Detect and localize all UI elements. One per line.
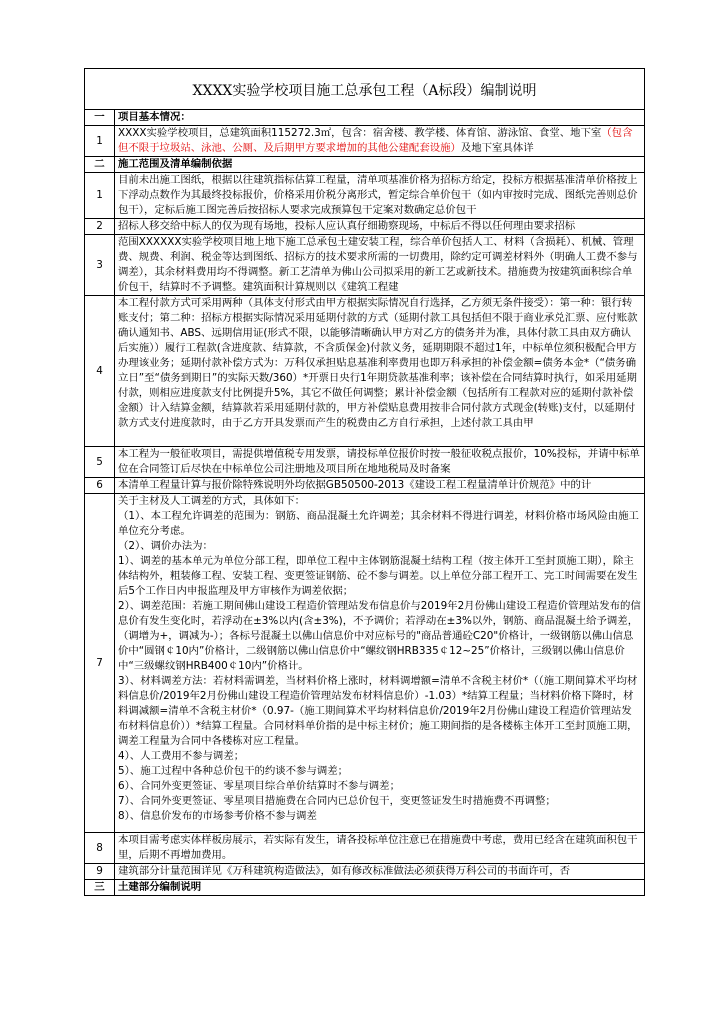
project-overview-tail: 及地下室具体详: [460, 142, 534, 154]
row-content: [115, 219, 645, 235]
section-number: 一: [85, 110, 115, 126]
row-number: 4: [85, 296, 115, 447]
row-content: [115, 296, 645, 447]
adjust-line: （1）、本工程允许调差的范围为：钢筋、商品混凝土允许调差；其余材料不得进行调差，材料价格市场风险由施工单位充分考虑。: [118, 510, 639, 537]
section-label: 土建部分编制说明: [115, 880, 645, 896]
row-number: 2: [85, 219, 115, 235]
row-content: [115, 494, 645, 833]
adjust-line: 5）、施工过程中各种总价包干的约谈不参与调差；: [118, 765, 349, 777]
adjust-line: 4）、人工费用不参与调差；: [118, 750, 245, 762]
row-text: 范围XXXXXX实验学校项目地上地下施工总承包土建安装工程，综合单价包括人工、材料（含损耗）、机械、管理费、规费、利润、税金等达到图纸、招标方的技术要求所需的一切费用，除约定可调差材料外（明确人工费不参与调差），其余材料费用均不得调整。新工艺清单为佛山公司拟采用的新工艺或新技术。措施费为按建筑面积综合单价包干，结算时不予调整。建筑面积计算规则以《建筑工程建: [118, 236, 638, 293]
adjust-line: 3）、材料调差方法：若材料需调差，当材料价格上涨时，材料调增额=清单不含税主材价*（（施工期间算术平均材料信息价/2019年2月份佛山建设工程造价管理站发布材料信息价）-1.03）*结算工程量；当材料价格下降时，材料调减额=清单不含税主材价*（0.97-（施工期间算术平均材料信息价/2019年2月份佛山建设工程造价管理站发布材料信息价））*结算工程量。合同材料单价指的是中标主材价；施工期间指的是各楼栋主体开工至封顶施工期，调差工程量为合同中各楼栋对应工程量。: [118, 675, 638, 747]
section-label: 施工范围及清单编制依据: [115, 157, 645, 173]
section-header-2: [85, 157, 645, 173]
row-content: [115, 126, 645, 157]
adjust-line: 8）、信息价发布的市场参考价格不参与调差: [118, 810, 317, 822]
row-number: 3: [85, 235, 115, 296]
row-number: 6: [85, 478, 115, 494]
row-number: 1: [85, 173, 115, 219]
section-header-1: [85, 110, 645, 126]
table-row: [85, 478, 645, 494]
table-row: [85, 219, 645, 235]
table-row: [85, 296, 645, 447]
adjust-line: 7）、合同外变更签证、零星项目措施费在合同内已总价包干，变更签证发生时措施费不再调整；: [118, 795, 556, 807]
row-content: [115, 447, 645, 478]
row-text: 本工程付款方式可采用两种（具体支付形式由甲方根据实际情况自行选择，乙方须无条件接受）：第一种：银行转账支付；第二种：招标方根据实际情况采用延期付款的方式（延期付款工具包括但不限于商业承兑汇票、应付账款确认通知书、ABS、远期信用证(形式不限，以能够清晰确认甲方对乙方的债务并为准，具体付款工具由双方确认后实施））履行工程款(含进度款、结算款，不含质保金)付款义务，延期期限不超过1年，中标单位须积极配合甲方办理该业务；延期付款补偿方式为：万科仅承担贴息基准利率费用也即万科承担的补偿金额=债务本金*（“债务确立日”至“债务到期日”的实际天数/360）*开票日央行1年期贷款基准利率；该补偿在合同结算时执行，如采用延期付款，则相应进度款支付比例提升5%，其它不做任何调整；累计补偿金额（包括所有工程款对应的延期付款补偿金额）计入结算金额，结算款若采用延期付款的，甲方补偿贴息费用按非合同付款方式现金(转账)支付，以延期付款方式支付进度款时，由于乙方开具发票而产生的税费由乙方自行承担，上述付款工具由甲: [118, 297, 638, 429]
row-number: 1: [85, 126, 115, 157]
row-content: [115, 235, 645, 296]
table-row: [85, 494, 645, 833]
section-number: 三: [85, 880, 115, 896]
adjust-line: 关于主材及人工调差的方式，具体如下：: [118, 495, 306, 507]
document-title: XXXX实验学校项目施工总承包工程（A标段）编制说明: [85, 69, 645, 110]
row-content: [115, 173, 645, 219]
row-text: 建筑部分计量范围详见《万科建筑构造做法》，如有修改标准做法必须获得万科公司的书面许可，否: [118, 865, 570, 877]
row-number: 9: [85, 864, 115, 880]
table-row: [85, 173, 645, 219]
row-number: 7: [85, 494, 115, 833]
spec-sheet: [84, 68, 645, 896]
section-number: 二: [85, 157, 115, 173]
table-row: [85, 126, 645, 157]
adjust-line: 6）、合同外变更签证、零星项目综合单价结算时不参与调差；: [118, 780, 400, 792]
adjust-line: （2）、调价办法为：: [118, 540, 213, 552]
table-row: [85, 864, 645, 880]
section-header-3: [85, 880, 645, 896]
row-number: 5: [85, 447, 115, 478]
table-row: [85, 447, 645, 478]
row-text: 本清单工程量计算与报价除特殊说明外均依据GB50500-2013《建设工程工程量清单计价规范》中的计: [118, 479, 592, 491]
row-content: [115, 864, 645, 880]
project-overview-text: XXXX实验学校项目，总建筑面积115272.3㎡，包含：宿舍楼、教学楼、体育馆、游泳馆、食堂、地下室: [118, 127, 602, 139]
row-content: [115, 478, 645, 494]
row-text: 本项目需考虑实体样板房展示，若实际有发生，请各投标单位注意已在措施费中考虑，费用已经含在建筑面积包干里，后期不再增加费用。: [118, 834, 638, 861]
row-text: 目前未出施工图纸，根据以往建筑指标估算工程量，清单项基准价格为招标方给定，投标方根据基准清单价格按上下浮动点数作为其最终投标报价，价格采用价税分离形式，暂定综合单价包干（如内审按时完成、图纸完善则总价包干），定标后施工图完善后按招标人要求完成预算包干定案对数确定总价包干: [118, 174, 638, 216]
table-row: [85, 235, 645, 296]
adjust-line: 1）、调差的基本单元为单位分部工程，即单位工程中主体钢筋混凝土结构工程（按主体开工至封顶施工期），除主体结构外，粗装修工程、安装工程、变更签证钢筋、砼不参与调差。以上单位分部工程开工、完工时间需要在发生后5个工作日内申报监理及甲方审核作为调差依据；: [118, 555, 638, 597]
row-text: 本工程为一般征收项目，需提供增值税专用发票，请投标单位报价时按一般征收税点报价，10%投标，并请中标单位在合同签订后尽快在中标单位公司注册地及项目所在地地税局及时备案: [118, 448, 640, 475]
row-content: [115, 833, 645, 864]
highlighted-scope-text: （包含但不限于垃圾站、泳池、公厕、及后期甲方要求增加的其他公建配套设施）: [118, 127, 633, 154]
title-row: [85, 69, 645, 110]
adjust-line: 2）、调差范围：若施工期间佛山建设工程造价管理站发布信息价与2019年2月份佛山建设工程造价管理站发布的信息价有发生变化时，若浮动在±3%以内(含±3%)，不予调价；若浮动在±3%以外，钢筋、商品混凝土给予调差，（调增为+，调减为-）；各标号混凝土以佛山信息价中对应标号的"商品普通砼C20"价格计，一级钢筋以佛山信息价中“圆钢￠10内”价格计，二级钢筋以佛山信息价中“螺纹钢HRB335￠12~25”价格计，三级钢以佛山信息价中“三级螺纹钢HRB400￠10内”价格计。: [118, 600, 641, 672]
row-number: 8: [85, 833, 115, 864]
section-label: 项目基本情况：: [115, 110, 645, 126]
row-text: 招标人移交给中标人的仅为现有场地，投标人应认真仔细勘察现场，中标后不得以任何理由要求招标: [118, 220, 576, 232]
table-row: [85, 833, 645, 864]
